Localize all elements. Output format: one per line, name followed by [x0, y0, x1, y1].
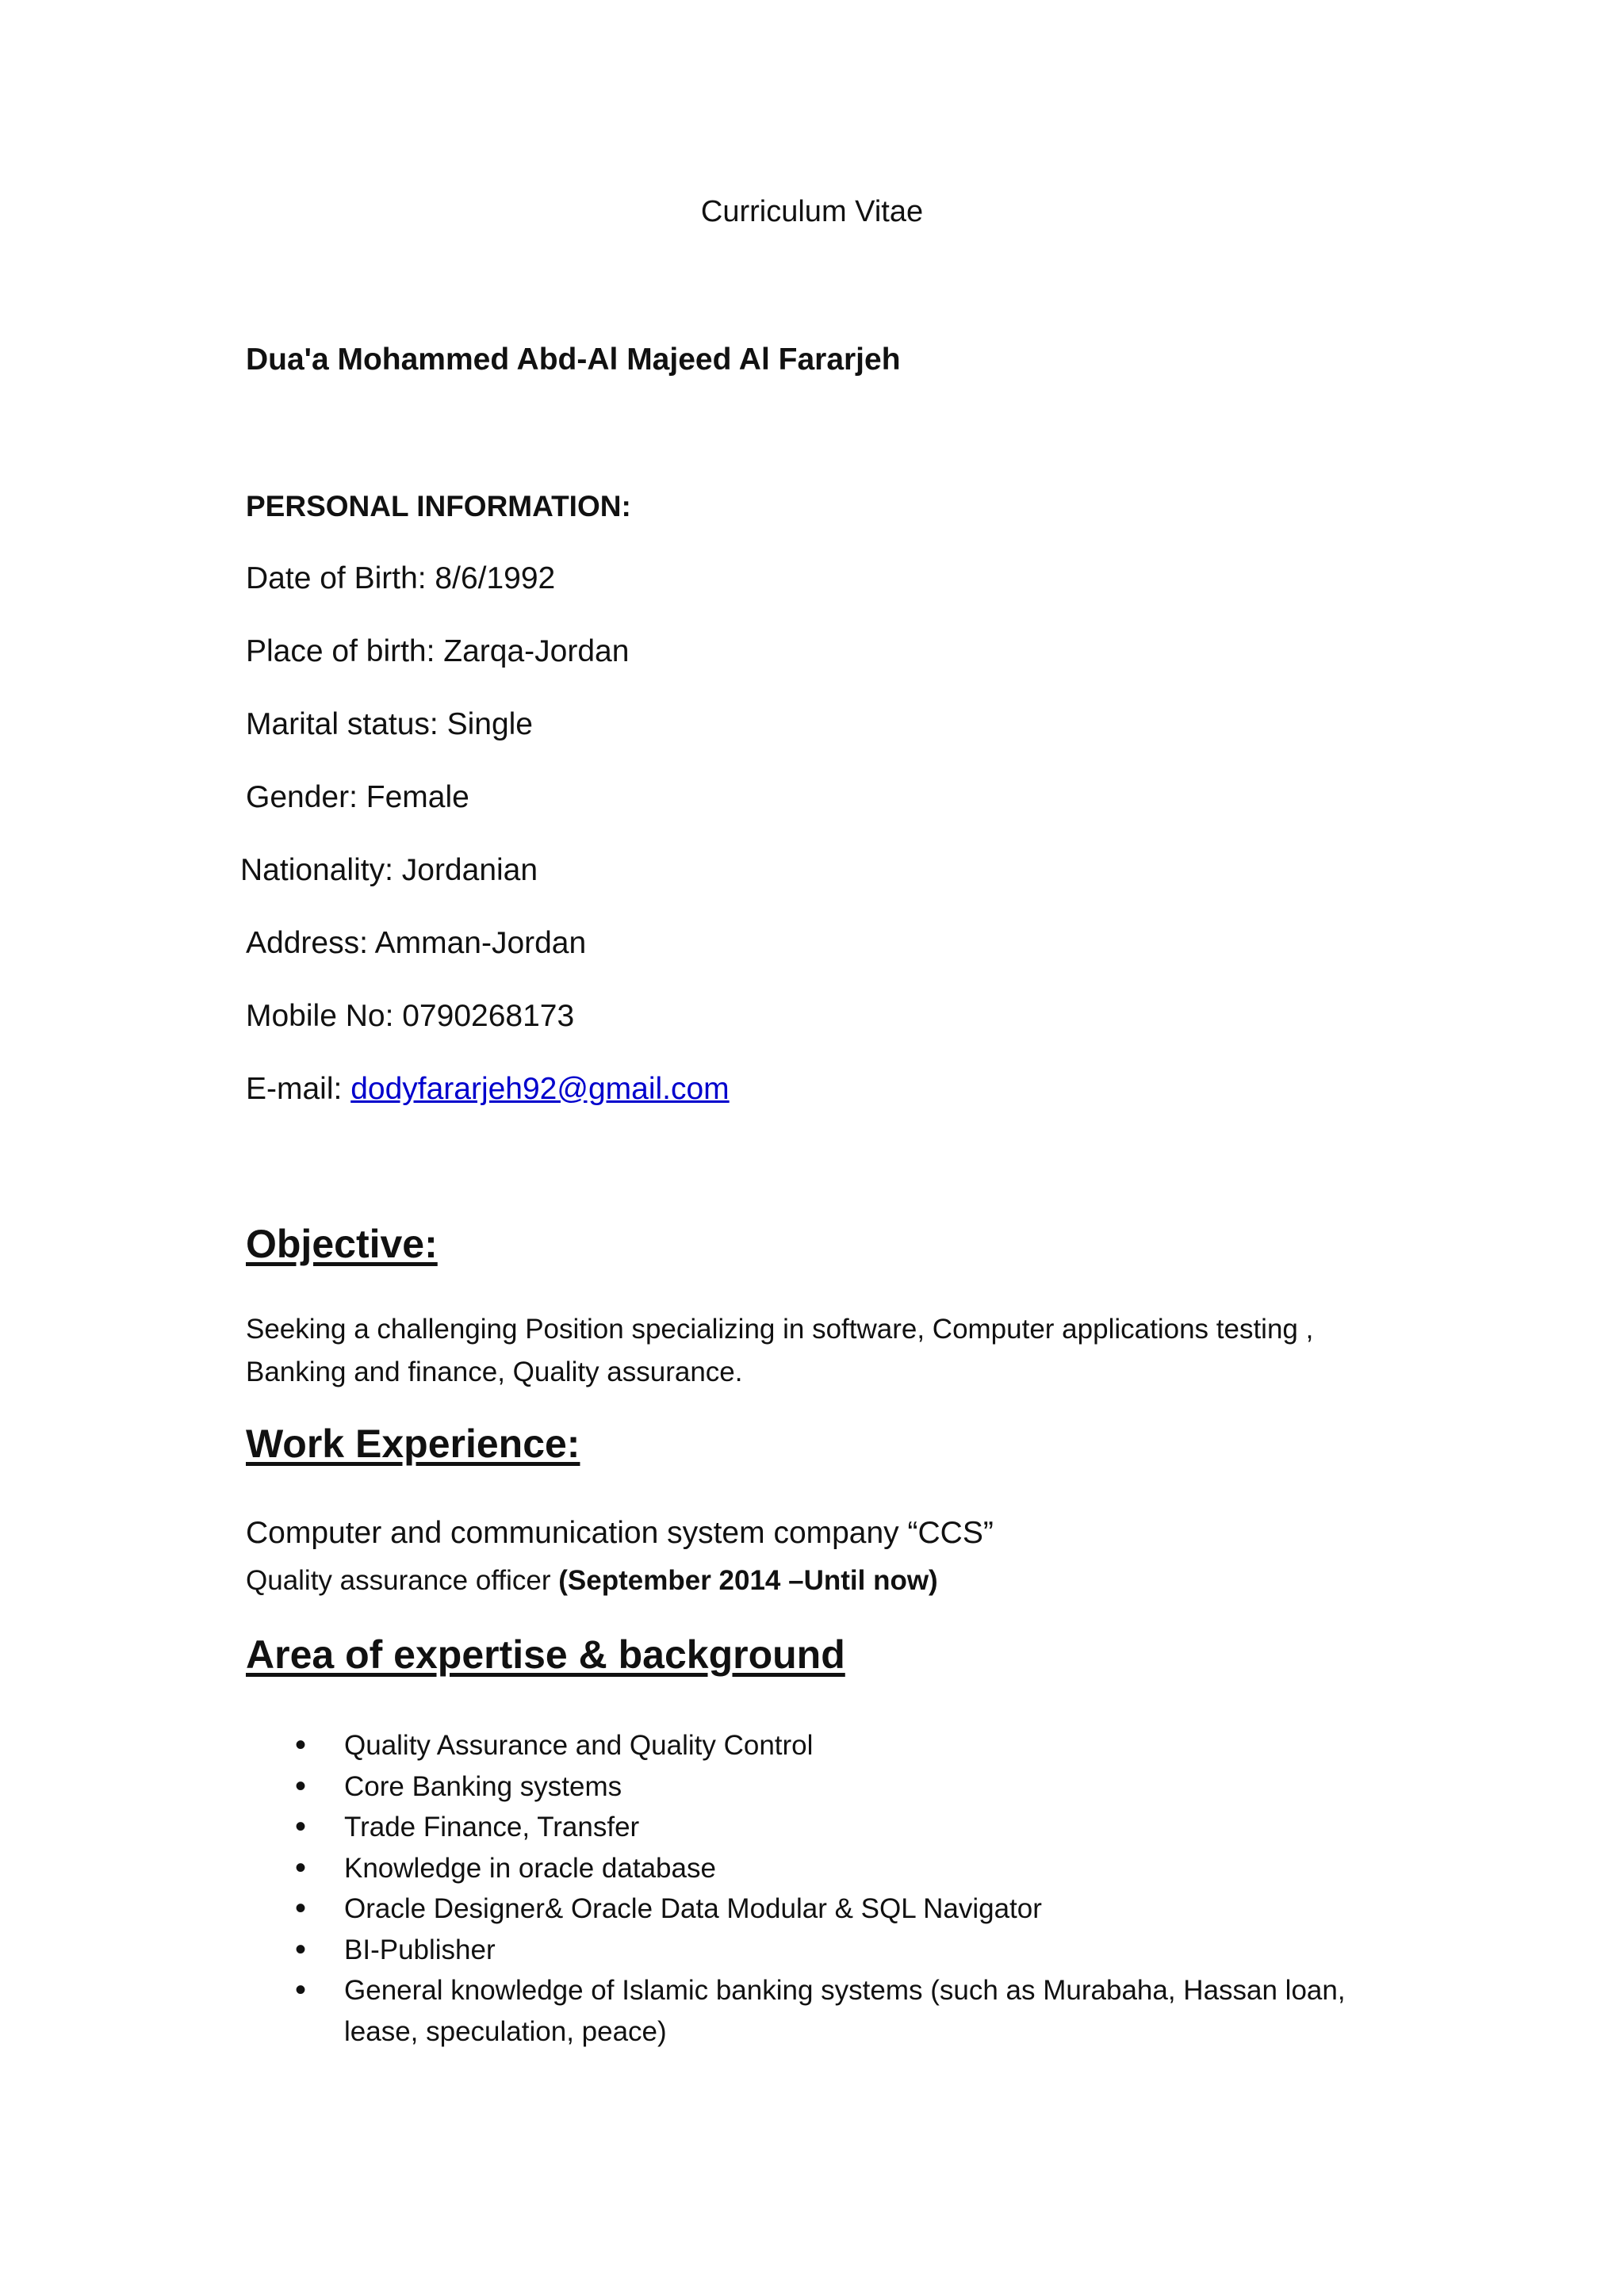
bullet-icon: • — [295, 1850, 307, 1885]
email-row — [246, 1072, 730, 1107]
date-of-birth: Date of Birth: 8/6/1992 — [246, 561, 556, 595]
bullet-icon: • — [295, 1809, 307, 1844]
list-item: • Oracle Designer& Oracle Data Modular & SQL Navigator — [295, 1888, 1365, 1930]
list-item: • Knowledge in oracle database — [295, 1848, 1365, 1889]
bullet-icon: • — [295, 1973, 307, 2007]
candidate-name: Dua'a Mohammed Abd-Al Majeed Al Fararjeh — [246, 342, 901, 377]
work-period: (September 2014 –Until now) — [558, 1565, 938, 1596]
place-of-birth: Place of birth: Zarqa-Jordan — [246, 634, 630, 668]
marital-status: Marital status: Single — [246, 707, 533, 741]
work-company: Computer and communication system company “CCS” — [246, 1516, 994, 1550]
document-title: Curriculum Vitae — [700, 195, 924, 228]
list-item: • General knowledge of Islamic banking systems (such as Murabaha, Hassan loan, lease, speculation, peace) — [295, 1970, 1365, 2052]
work-role: Quality assurance officer — [246, 1565, 559, 1596]
personal-info-heading: PERSONAL INFORMATION: — [246, 490, 631, 522]
objective-text: Seeking a challenging Position specializing in software, Computer applications testing , Banking and finance, Quality assurance. — [246, 1314, 1314, 1387]
bullet-icon: • — [295, 1768, 307, 1804]
email-label: E-mail: — [246, 1072, 351, 1106]
email-link[interactable]: dodyfararjeh92@gmail.com — [350, 1072, 730, 1106]
list-item: • Trade Finance, Transfer — [295, 1807, 1365, 1848]
gender: Gender: Female — [246, 780, 469, 814]
address: Address: Amman-Jordan — [246, 926, 587, 960]
expertise-heading: Area of expertise & background — [246, 1632, 845, 1677]
bullet-icon: • — [295, 1931, 307, 1967]
work-experience-heading: Work Experience: — [246, 1422, 580, 1466]
list-item: • BI-Publisher — [295, 1930, 1365, 1971]
list-item: • Core Banking systems — [295, 1766, 1365, 1808]
nationality: Nationality: Jordanian — [240, 853, 538, 887]
mobile-number: Mobile No: 0790268173 — [246, 999, 575, 1033]
work-role-row — [246, 1565, 938, 1597]
bullet-icon: • — [295, 1891, 307, 1926]
list-item: • Quality Assurance and Quality Control — [295, 1725, 1365, 1766]
bullet-icon: • — [295, 1728, 307, 1762]
expertise-list — [295, 1725, 1365, 2052]
objective-heading: Objective: — [246, 1222, 438, 1266]
